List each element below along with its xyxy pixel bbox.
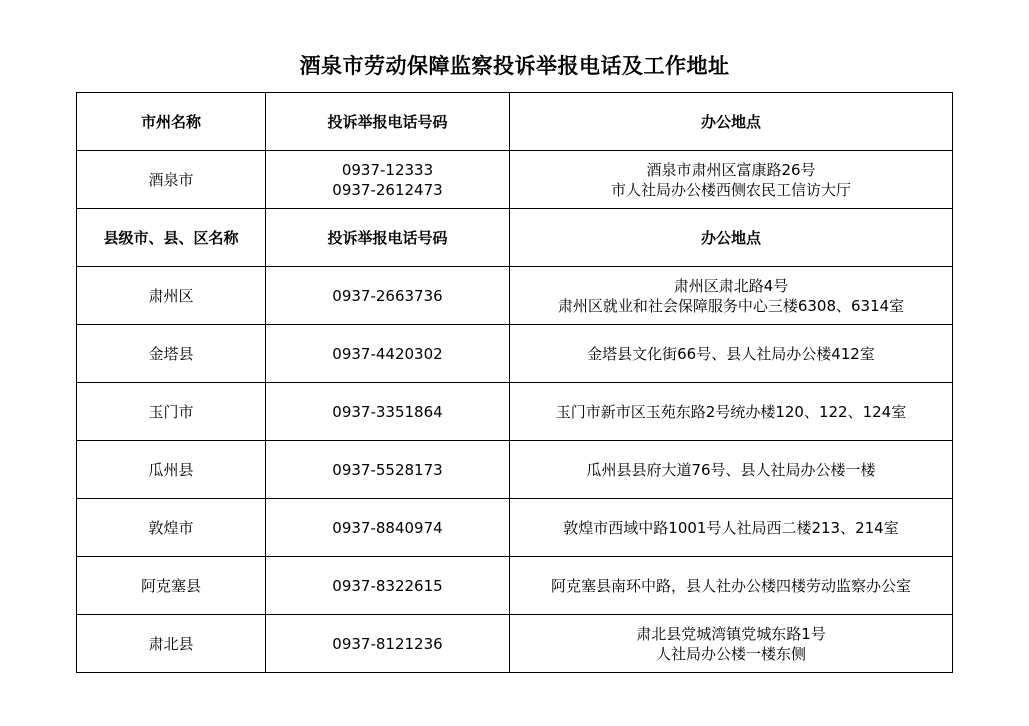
county-phone-cell: 0937-8121236 bbox=[266, 615, 510, 673]
county-address-header: 办公地点 bbox=[510, 209, 953, 267]
page-title: 酒泉市劳动保障监察投诉举报电话及工作地址 bbox=[299, 53, 730, 78]
county-phone-cell: 0937-8840974 bbox=[266, 499, 510, 557]
table-row bbox=[77, 383, 953, 441]
address-line: 玉门市新市区玉苑东路2号统办楼120、122、124室 bbox=[555, 402, 907, 421]
county-name-cell: 敦煌市 bbox=[77, 499, 266, 557]
address-line: 金塔县文化街66号、县人社局办公楼412室 bbox=[587, 344, 875, 363]
county-address-cell bbox=[510, 615, 953, 673]
city-address-header: 办公地点 bbox=[510, 93, 953, 151]
county-address-cell bbox=[510, 325, 953, 383]
address-line: 肃北县党城湾镇党城东路1号 bbox=[636, 624, 826, 643]
city-header-row bbox=[77, 93, 953, 151]
table-row bbox=[77, 267, 953, 325]
county-phone-header: 投诉举报电话号码 bbox=[266, 209, 510, 267]
county-address-cell bbox=[510, 557, 953, 615]
phone-line: 0937-2612473 bbox=[332, 180, 443, 199]
county-name-cell: 瓜州县 bbox=[77, 441, 266, 499]
address-line: 酒泉市肃州区富康路26号 bbox=[646, 160, 816, 179]
table-row bbox=[77, 325, 953, 383]
county-address-cell bbox=[510, 267, 953, 325]
table-row bbox=[77, 441, 953, 499]
address-line: 敦煌市西域中路1001号人社局西二楼213、214室 bbox=[563, 518, 899, 537]
city-name-cell: 酒泉市 bbox=[77, 151, 266, 209]
city-phone-header: 投诉举报电话号码 bbox=[266, 93, 510, 151]
table-row bbox=[77, 499, 953, 557]
county-phone-cell: 0937-4420302 bbox=[266, 325, 510, 383]
city-address-cell bbox=[510, 151, 953, 209]
contact-table bbox=[76, 92, 953, 673]
table-row bbox=[77, 151, 953, 209]
city-phone-cell bbox=[266, 151, 510, 209]
county-name-cell: 金塔县 bbox=[77, 325, 266, 383]
county-name-cell: 阿克塞县 bbox=[77, 557, 266, 615]
county-name-cell: 肃北县 bbox=[77, 615, 266, 673]
address-line: 阿克塞县南环中路，县人社办公楼四楼劳动监察办公室 bbox=[550, 576, 911, 595]
county-phone-cell: 0937-5528173 bbox=[266, 441, 510, 499]
address-line: 瓜州县县府大道76号、县人社局办公楼一楼 bbox=[586, 460, 876, 479]
county-phone-cell: 0937-8322615 bbox=[266, 557, 510, 615]
county-name-cell: 肃州区 bbox=[77, 267, 266, 325]
address-line: 肃州区就业和社会保障服务中心三楼6308、6314室 bbox=[557, 296, 905, 315]
address-line: 市人社局办公楼西侧农民工信访大厅 bbox=[610, 180, 851, 199]
county-name-header: 县级市、县、区名称 bbox=[77, 209, 266, 267]
county-address-cell bbox=[510, 441, 953, 499]
address-line: 人社局办公楼一楼东侧 bbox=[655, 644, 806, 663]
county-phone-cell: 0937-3351864 bbox=[266, 383, 510, 441]
address-line: 肃州区肃北路4号 bbox=[673, 276, 789, 295]
phone-line: 0937-12333 bbox=[341, 160, 434, 179]
county-name-cell: 玉门市 bbox=[77, 383, 266, 441]
table-row bbox=[77, 615, 953, 673]
city-name-header: 市州名称 bbox=[77, 93, 266, 151]
table-row bbox=[77, 557, 953, 615]
county-phone-cell: 0937-2663736 bbox=[266, 267, 510, 325]
county-address-cell bbox=[510, 383, 953, 441]
county-address-cell bbox=[510, 499, 953, 557]
county-header-row bbox=[77, 209, 953, 267]
